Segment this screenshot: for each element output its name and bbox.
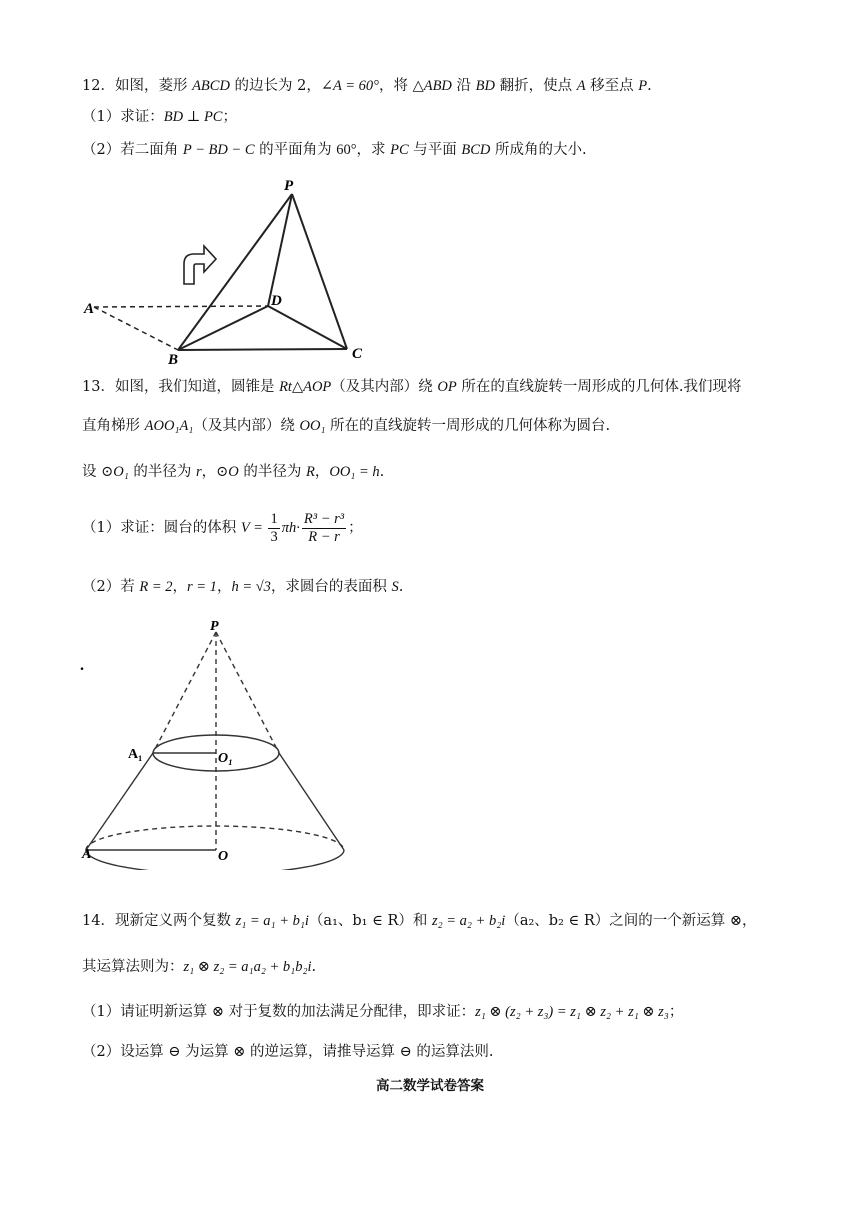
edge-BD	[178, 306, 268, 350]
label-D: D	[271, 293, 282, 309]
label-P: P	[210, 619, 219, 634]
edge-PC	[292, 194, 347, 349]
q12-angle: ∠A = 60°	[320, 78, 379, 94]
q12-part2: （2）若二面角 P − BD − C 的平面角为 60°，求 PC 与平面 BCD 所成角的大小.	[82, 142, 587, 158]
fold-arrow-icon	[184, 246, 216, 284]
edge-BC	[178, 349, 347, 350]
label-P: P	[284, 178, 294, 194]
q12-part1: （1）求证：BD ⊥ PC；	[82, 109, 237, 125]
stray-dot: .	[80, 657, 84, 674]
label-C: C	[352, 346, 363, 362]
q13-figure	[76, 612, 346, 870]
label-O1: O₁	[218, 751, 233, 766]
frac-volume: $\frac{\text{R³ − r³}}{R - r}$	[303, 510, 345, 545]
q14-part2: （2）设运算 ⊖ 为运算 ⊗ 的逆运算，请推导运算 ⊖ 的运算法则.	[82, 1044, 494, 1060]
q12-figure	[80, 168, 380, 368]
q13-stem-2: 直角梯形 AOO₁A₁（及其内部）绕 OO₁ 所在的直线旋转一周形成的几何体称为圆台.	[82, 418, 611, 434]
label-O: O	[218, 849, 229, 864]
edge-AB-dashed	[94, 307, 178, 350]
edge-DC	[268, 306, 347, 349]
q12-stem: 12．如图，菱形 ABCD 的边长为 2，∠A = 60°，将 △ABD 沿 BD 翻折，使点 A 移至点 P.	[82, 78, 652, 94]
label-A: A	[82, 847, 92, 862]
label-A: A	[84, 301, 95, 317]
q14-stem-1: 14．现新定义两个复数 z₁ = a₁ + b₁i（a₁、b₁ ∈ R）和 z₂ = a₂ + b₂i（a₂、b₂ ∈ R）之间的一个新运算 ⊗，	[82, 913, 757, 929]
q13-stem-1: 13．如图，我们知道，圆锥是 Rt△AOP（及其内部）绕 OP 所在的直线旋转一周形成的几何体.我们现将	[82, 379, 742, 395]
q13-part1: （1）求证：圆台的体积 V = $\frac{1}{3}$ πh· $\frac{\text{R³ − r³}}{R - r}$ ；	[82, 510, 363, 545]
q14-part1: （1）请证明新运算 ⊗ 对于复数的加法满足分配律，即求证：z₁ ⊗ (z₂ + z₃) = z₁ ⊗ z₂ + z₁ ⊗ z₃；	[82, 1004, 684, 1020]
frustum-right-edge	[279, 753, 344, 850]
label-A1: A₁	[128, 747, 143, 762]
frac-one-third: $\frac{1}{3}$	[270, 510, 278, 545]
bottom-circle-back	[86, 826, 344, 850]
bottom-circle-front	[86, 850, 344, 870]
edge-AD-dashed	[94, 306, 268, 307]
answer-section-title: 高二数学试卷答案	[376, 1078, 484, 1094]
q12-rhombus: ABCD	[192, 78, 230, 94]
frustum-left-edge	[86, 753, 153, 850]
q13-part2: （2）若 R = 2，r = 1，h = √3，求圆台的表面积 S.	[82, 579, 404, 595]
q14-stem-2: 其运算法则为：z₁ ⊗ z₂ = a₁a₂ + b₁b₂i.	[82, 959, 317, 975]
q13-stem-3: 设 ⊙O₁ 的半径为 r，⊙O 的半径为 R，OO₁ = h.	[82, 464, 385, 480]
label-B: B	[168, 352, 179, 368]
